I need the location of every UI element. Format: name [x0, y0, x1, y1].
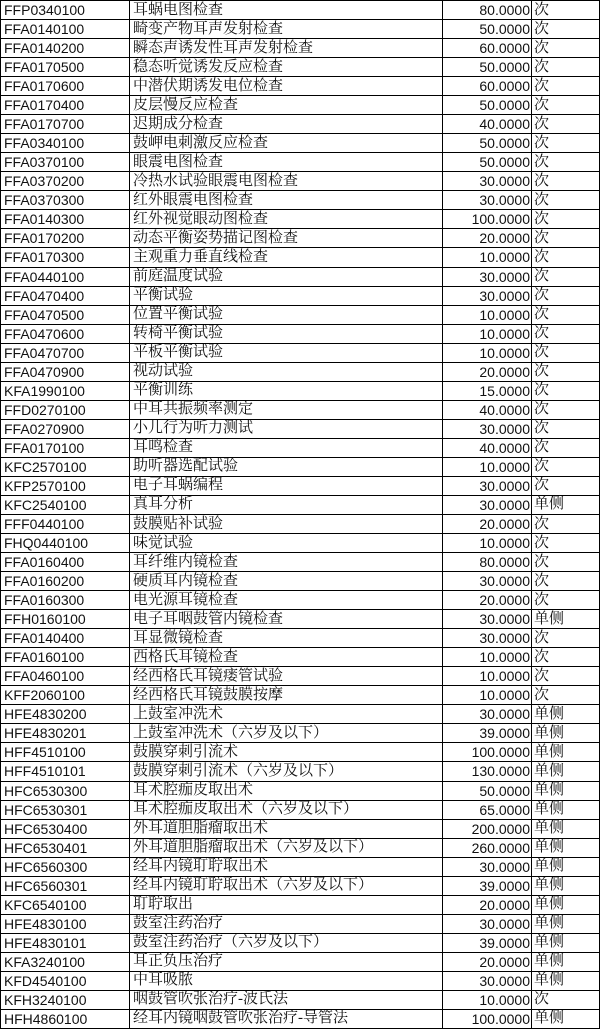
item-price-cell: 10.0000: [443, 648, 532, 667]
item-unit-cell: 单侧: [532, 1010, 600, 1029]
item-price-cell: 65.0000: [443, 801, 532, 820]
item-price-cell: 100.0000: [443, 1010, 532, 1029]
item-code-cell: KFC6540100: [1, 896, 130, 915]
item-code-cell: KFF2060100: [1, 686, 130, 705]
item-price-cell: 200.0000: [443, 820, 532, 839]
item-unit-cell: 次: [532, 115, 600, 134]
item-price-cell: 20.0000: [443, 363, 532, 382]
item-price-cell: 10.0000: [443, 344, 532, 363]
item-name-cell: 动态平衡姿势描记图检查: [130, 229, 443, 248]
item-unit-cell: 次: [532, 306, 600, 325]
item-code-cell: FFA0170100: [1, 439, 130, 458]
item-name-cell: 瞬态声诱发性耳声发射检查: [130, 39, 443, 58]
item-price-cell: 30.0000: [443, 191, 532, 210]
item-unit-cell: 次: [532, 287, 600, 306]
item-name-cell: 经西格氏耳镜瘘管试验: [130, 667, 443, 686]
item-price-cell: 60.0000: [443, 39, 532, 58]
item-price-cell: 20.0000: [443, 229, 532, 248]
item-unit-cell: 次: [532, 629, 600, 648]
item-price-cell: 40.0000: [443, 439, 532, 458]
item-unit-cell: 次: [532, 325, 600, 344]
item-unit-cell: 次: [532, 96, 600, 115]
item-name-cell: 西格氏耳镜检查: [130, 648, 443, 667]
item-name-cell: 外耳道胆脂瘤取出术（六岁及以下）: [130, 839, 443, 858]
item-name-cell: 经耳内镜耵聍取出术（六岁及以下）: [130, 877, 443, 896]
item-code-cell: HFE4830100: [1, 915, 130, 934]
item-price-cell: 20.0000: [443, 953, 532, 972]
item-price-cell: 100.0000: [443, 210, 532, 229]
item-name-cell: 中耳共振频率测定: [130, 401, 443, 420]
item-name-cell: 电子耳蜗编程: [130, 477, 443, 496]
item-unit-cell: 单侧: [532, 743, 600, 762]
item-unit-cell: 单侧: [532, 610, 600, 629]
item-price-cell: 10.0000: [443, 325, 532, 344]
item-code-cell: HFE4830201: [1, 724, 130, 743]
item-price-cell: 10.0000: [443, 534, 532, 553]
item-code-cell: HFC6530401: [1, 839, 130, 858]
item-unit-cell: 次: [532, 77, 600, 96]
item-unit-cell: 次: [532, 477, 600, 496]
item-unit-cell: 次: [532, 515, 600, 534]
item-code-cell: FHQ0440100: [1, 534, 130, 553]
item-price-cell: 30.0000: [443, 268, 532, 287]
item-name-cell: 中潜伏期诱发电位检查: [130, 77, 443, 96]
item-price-cell: 20.0000: [443, 591, 532, 610]
item-unit-cell: 次: [532, 991, 600, 1010]
item-price-cell: 30.0000: [443, 610, 532, 629]
item-name-cell: 电光源耳镜检查: [130, 591, 443, 610]
item-name-cell: 中耳吸脓: [130, 972, 443, 991]
item-code-cell: HFH4860100: [1, 1010, 130, 1029]
item-price-cell: 30.0000: [443, 972, 532, 991]
item-unit-cell: 次: [532, 534, 600, 553]
item-unit-cell: 次: [532, 686, 600, 705]
item-name-cell: 平衡试验: [130, 287, 443, 306]
item-code-cell: FFA0160300: [1, 591, 130, 610]
item-price-cell: 30.0000: [443, 287, 532, 306]
item-unit-cell: 次: [532, 572, 600, 591]
item-name-cell: 平板平衡试验: [130, 344, 443, 363]
item-unit-cell: 次: [532, 210, 600, 229]
item-unit-cell: 次: [532, 268, 600, 287]
item-unit-cell: 次: [532, 39, 600, 58]
item-unit-cell: 次: [532, 1, 600, 20]
item-price-cell: 20.0000: [443, 896, 532, 915]
item-code-cell: HFF4510101: [1, 762, 130, 781]
item-name-cell: 上鼓室冲洗术: [130, 705, 443, 724]
item-name-cell: 皮层慢反应检查: [130, 96, 443, 115]
item-name-cell: 耳显微镜检查: [130, 629, 443, 648]
item-code-cell: HFC6530300: [1, 782, 130, 801]
item-name-cell: 鼓岬电刺激反应检查: [130, 134, 443, 153]
item-name-cell: 耳纤维内镜检查: [130, 553, 443, 572]
item-name-cell: 红外眼震电图检查: [130, 191, 443, 210]
item-price-cell: 10.0000: [443, 991, 532, 1010]
item-code-cell: FFA0470500: [1, 306, 130, 325]
item-name-cell: 耵聍取出: [130, 896, 443, 915]
item-price-cell: 50.0000: [443, 58, 532, 77]
item-unit-cell: 单侧: [532, 724, 600, 743]
item-price-cell: 50.0000: [443, 96, 532, 115]
item-code-cell: HFC6530400: [1, 820, 130, 839]
item-price-cell: 20.0000: [443, 515, 532, 534]
item-name-cell: 平衡训练: [130, 382, 443, 401]
item-name-cell: 经耳内镜咽鼓管吹张治疗-导管法: [130, 1010, 443, 1029]
item-name-cell: 畸变产物耳声发射检查: [130, 20, 443, 39]
item-name-cell: 鼓膜穿刺引流术: [130, 743, 443, 762]
item-unit-cell: 次: [532, 382, 600, 401]
item-code-cell: FFA0140300: [1, 210, 130, 229]
item-unit-cell: 次: [532, 553, 600, 572]
item-code-cell: FFA0470900: [1, 363, 130, 382]
item-price-cell: 30.0000: [443, 477, 532, 496]
item-unit-cell: 次: [532, 58, 600, 77]
item-name-cell: 红外视觉眼动图检查: [130, 210, 443, 229]
item-unit-cell: 单侧: [532, 915, 600, 934]
item-price-cell: 30.0000: [443, 629, 532, 648]
item-unit-cell: 单侧: [532, 801, 600, 820]
item-unit-cell: 次: [532, 420, 600, 439]
item-name-cell: 迟期成分检查: [130, 115, 443, 134]
item-price-cell: 39.0000: [443, 877, 532, 896]
item-code-cell: HFE4830200: [1, 705, 130, 724]
item-name-cell: 耳蜗电图检查: [130, 1, 443, 20]
item-code-cell: FFA0160100: [1, 648, 130, 667]
item-code-cell: HFC6560301: [1, 877, 130, 896]
item-price-cell: 10.0000: [443, 458, 532, 477]
item-name-cell: 鼓室注药治疗: [130, 915, 443, 934]
item-unit-cell: 次: [532, 191, 600, 210]
item-unit-cell: 次: [532, 248, 600, 267]
item-unit-cell: 次: [532, 229, 600, 248]
item-unit-cell: 单侧: [532, 896, 600, 915]
item-price-cell: 10.0000: [443, 686, 532, 705]
item-unit-cell: 次: [532, 439, 600, 458]
item-unit-cell: 次: [532, 344, 600, 363]
item-code-cell: KFC2570100: [1, 458, 130, 477]
item-code-cell: FFA0340100: [1, 134, 130, 153]
item-code-cell: FFA0470700: [1, 344, 130, 363]
item-code-cell: FFP0340100: [1, 1, 130, 20]
item-name-cell: 小儿行为听力测试: [130, 420, 443, 439]
item-code-cell: FFA0170400: [1, 96, 130, 115]
item-price-cell: 15.0000: [443, 382, 532, 401]
item-code-cell: FFA0160200: [1, 572, 130, 591]
item-code-cell: FFA0460100: [1, 667, 130, 686]
item-unit-cell: 单侧: [532, 762, 600, 781]
item-name-cell: 稳态听觉诱发反应检查: [130, 58, 443, 77]
item-name-cell: 位置平衡试验: [130, 306, 443, 325]
item-code-cell: HFC6560300: [1, 858, 130, 877]
item-name-cell: 经耳内镜耵聍取出术: [130, 858, 443, 877]
item-price-cell: 30.0000: [443, 496, 532, 515]
item-code-cell: FFA0140100: [1, 20, 130, 39]
item-name-cell: 电子耳咽鼓管内镜检查: [130, 610, 443, 629]
item-code-cell: FFA0470600: [1, 325, 130, 344]
item-unit-cell: 次: [532, 591, 600, 610]
item-unit-cell: 次: [532, 458, 600, 477]
item-unit-cell: 单侧: [532, 820, 600, 839]
item-name-cell: 视动试验: [130, 363, 443, 382]
item-unit-cell: 次: [532, 648, 600, 667]
item-unit-cell: 单侧: [532, 839, 600, 858]
item-name-cell: 真耳分析: [130, 496, 443, 515]
item-price-cell: 30.0000: [443, 420, 532, 439]
item-unit-cell: 次: [532, 172, 600, 191]
item-code-cell: HFF4510100: [1, 743, 130, 762]
item-code-cell: KFH3240100: [1, 991, 130, 1010]
item-price-cell: 30.0000: [443, 705, 532, 724]
item-unit-cell: 次: [532, 667, 600, 686]
item-name-cell: 味觉试验: [130, 534, 443, 553]
item-name-cell: 主观重力垂直线检查: [130, 248, 443, 267]
item-price-cell: 40.0000: [443, 115, 532, 134]
item-name-cell: 外耳道胆脂瘤取出术: [130, 820, 443, 839]
item-name-cell: 上鼓室冲洗术（六岁及以下）: [130, 724, 443, 743]
item-name-cell: 耳鸣检查: [130, 439, 443, 458]
item-name-cell: 鼓膜贴补试验: [130, 515, 443, 534]
item-price-cell: 39.0000: [443, 934, 532, 953]
item-name-cell: 鼓室注药治疗（六岁及以下）: [130, 934, 443, 953]
item-price-cell: 10.0000: [443, 667, 532, 686]
item-unit-cell: 次: [532, 363, 600, 382]
item-code-cell: FFA0170700: [1, 115, 130, 134]
item-price-cell: 100.0000: [443, 743, 532, 762]
item-code-cell: HFC6530301: [1, 801, 130, 820]
item-name-cell: 咽鼓管吹张治疗-波氏法: [130, 991, 443, 1010]
item-code-cell: KFC2540100: [1, 496, 130, 515]
item-price-cell: 40.0000: [443, 401, 532, 420]
item-price-cell: 39.0000: [443, 724, 532, 743]
item-name-cell: 经西格氏耳镜鼓膜按摩: [130, 686, 443, 705]
item-code-cell: FFA0370100: [1, 153, 130, 172]
item-unit-cell: 单侧: [532, 858, 600, 877]
item-unit-cell: 单侧: [532, 953, 600, 972]
item-price-cell: 130.0000: [443, 762, 532, 781]
item-code-cell: HFE4830101: [1, 934, 130, 953]
item-code-cell: FFF0440100: [1, 515, 130, 534]
item-unit-cell: 单侧: [532, 705, 600, 724]
item-code-cell: FFD0270100: [1, 401, 130, 420]
item-price-cell: 50.0000: [443, 134, 532, 153]
item-unit-cell: 次: [532, 401, 600, 420]
item-name-cell: 转椅平衡试验: [130, 325, 443, 344]
item-unit-cell: 单侧: [532, 496, 600, 515]
item-code-cell: FFA0170600: [1, 77, 130, 96]
item-name-cell: 耳正负压治疗: [130, 953, 443, 972]
item-name-cell: 硬质耳内镜检查: [130, 572, 443, 591]
item-name-cell: 耳术腔痂皮取出术: [130, 782, 443, 801]
item-unit-cell: 单侧: [532, 877, 600, 896]
item-price-cell: 80.0000: [443, 1, 532, 20]
item-code-cell: FFA0140200: [1, 39, 130, 58]
item-price-cell: 60.0000: [443, 77, 532, 96]
item-price-cell: 30.0000: [443, 572, 532, 591]
item-name-cell: 眼震电图检查: [130, 153, 443, 172]
item-code-cell: FFA0140400: [1, 629, 130, 648]
item-name-cell: 前庭温度试验: [130, 268, 443, 287]
item-unit-cell: 次: [532, 20, 600, 39]
item-name-cell: 助听器选配试验: [130, 458, 443, 477]
item-code-cell: KFD4540100: [1, 972, 130, 991]
item-code-cell: FFA0470400: [1, 287, 130, 306]
item-code-cell: KFA1990100: [1, 382, 130, 401]
item-code-cell: FFA0160400: [1, 553, 130, 572]
item-code-cell: FFA0170300: [1, 248, 130, 267]
item-price-cell: 10.0000: [443, 248, 532, 267]
item-code-cell: KFA3240100: [1, 953, 130, 972]
item-price-cell: 30.0000: [443, 172, 532, 191]
item-price-cell: 80.0000: [443, 553, 532, 572]
item-code-cell: FFA0370200: [1, 172, 130, 191]
item-unit-cell: 单侧: [532, 782, 600, 801]
item-price-cell: 50.0000: [443, 153, 532, 172]
item-unit-cell: 单侧: [532, 972, 600, 991]
item-name-cell: 鼓膜穿刺引流术（六岁及以下）: [130, 762, 443, 781]
item-code-cell: FFA0270900: [1, 420, 130, 439]
item-code-cell: FFA0370300: [1, 191, 130, 210]
item-code-cell: FFA0170200: [1, 229, 130, 248]
item-code-cell: FFA0440100: [1, 268, 130, 287]
item-price-cell: 30.0000: [443, 858, 532, 877]
item-code-cell: KFP2570100: [1, 477, 130, 496]
item-code-cell: FFA0170500: [1, 58, 130, 77]
item-price-cell: 50.0000: [443, 20, 532, 39]
item-unit-cell: 单侧: [532, 934, 600, 953]
item-price-cell: 50.0000: [443, 782, 532, 801]
item-price-cell: 10.0000: [443, 306, 532, 325]
item-name-cell: 冷热水试验眼震电图检查: [130, 172, 443, 191]
item-price-cell: 30.0000: [443, 915, 532, 934]
item-price-cell: 260.0000: [443, 839, 532, 858]
item-unit-cell: 次: [532, 134, 600, 153]
item-name-cell: 耳术腔痂皮取出术（六岁及以下）: [130, 801, 443, 820]
item-code-cell: FFH0160100: [1, 610, 130, 629]
item-unit-cell: 次: [532, 153, 600, 172]
